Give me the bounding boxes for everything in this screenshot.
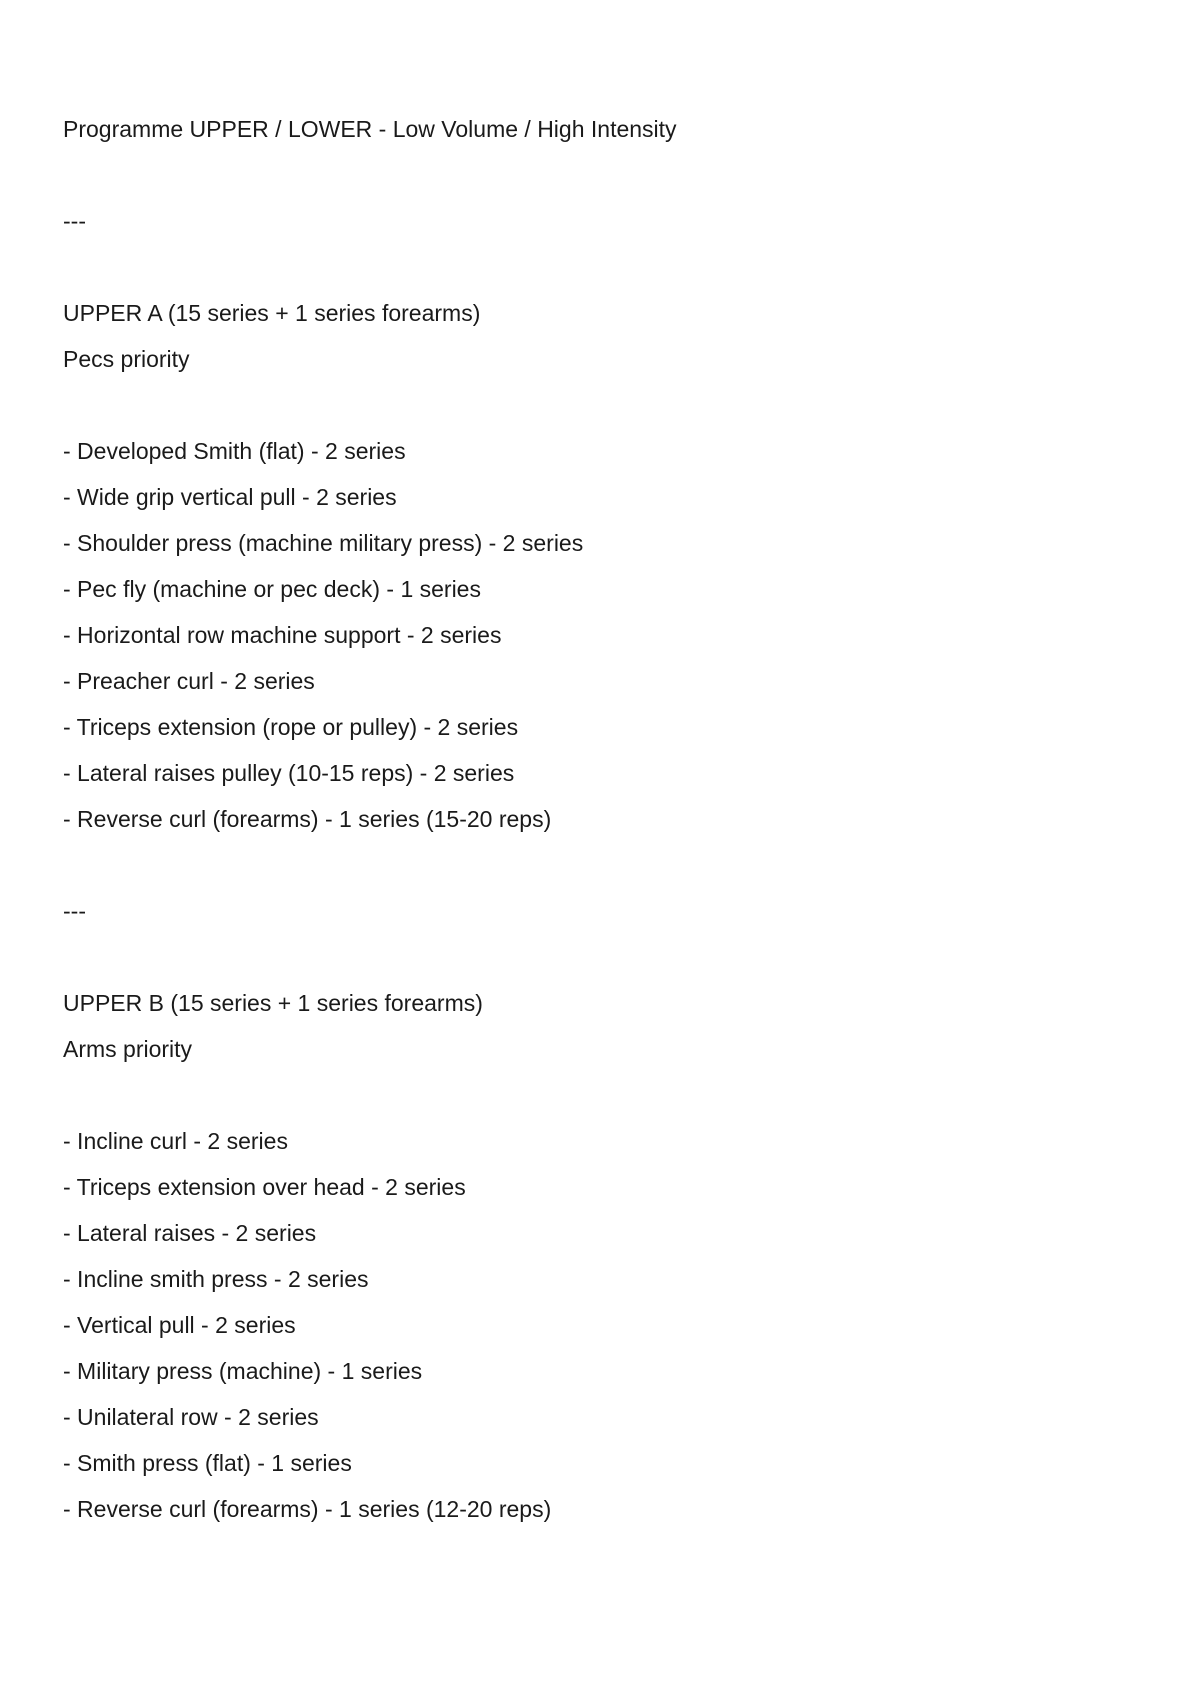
upper-b-heading: UPPER B (15 series + 1 series forearms) [63,990,483,1016]
list-item: - Preacher curl - 2 series [63,668,315,694]
upper-a-heading: UPPER A (15 series + 1 series forearms) [63,300,481,326]
list-item: - Shoulder press (machine military press) - 2 series [63,530,584,556]
blank-line [63,1072,1143,1118]
list-item: - Incline smith press - 2 series [63,1266,369,1292]
blank-line [63,152,1143,198]
document-title: Programme UPPER / LOWER - Low Volume / High Intensity [63,116,677,142]
list-item: - Lateral raises - 2 series [63,1220,317,1246]
blank-line [63,382,1143,428]
list-item: - Reverse curl (forearms) - 1 series (12-20 reps) [63,1496,552,1522]
list-item: - Horizontal row machine support - 2 series [63,622,502,648]
list-item: - Reverse curl (forearms) - 1 series (15-20 reps) [63,806,552,832]
list-item: - Triceps extension (rope or pulley) - 2 series [63,714,519,740]
list-item: - Military press (machine) - 1 series [63,1358,423,1384]
section-separator: --- [63,898,86,924]
list-item: - Incline curl - 2 series [63,1128,288,1154]
list-item: - Pec fly (machine or pec deck) - 1 series [63,576,481,602]
list-item: - Triceps extension over head - 2 series [63,1174,466,1200]
list-item: - Developed Smith (flat) - 2 series [63,438,406,464]
blank-line [63,244,1143,290]
list-item: - Smith press (flat) - 1 series [63,1450,352,1476]
upper-a-priority: Pecs priority [63,346,190,372]
list-item: - Wide grip vertical pull - 2 series [63,484,397,510]
list-item: - Lateral raises pulley (10-15 reps) - 2 series [63,760,515,786]
upper-a-exercise-list [63,428,1143,842]
list-item: - Vertical pull - 2 series [63,1312,296,1338]
document-body [63,106,1143,1532]
upper-b-exercise-list [63,1118,1143,1532]
upper-b-priority: Arms priority [63,1036,193,1062]
section-separator: --- [63,208,86,234]
blank-line [63,934,1143,980]
list-item: - Unilateral row - 2 series [63,1404,319,1430]
blank-line [63,842,1143,888]
